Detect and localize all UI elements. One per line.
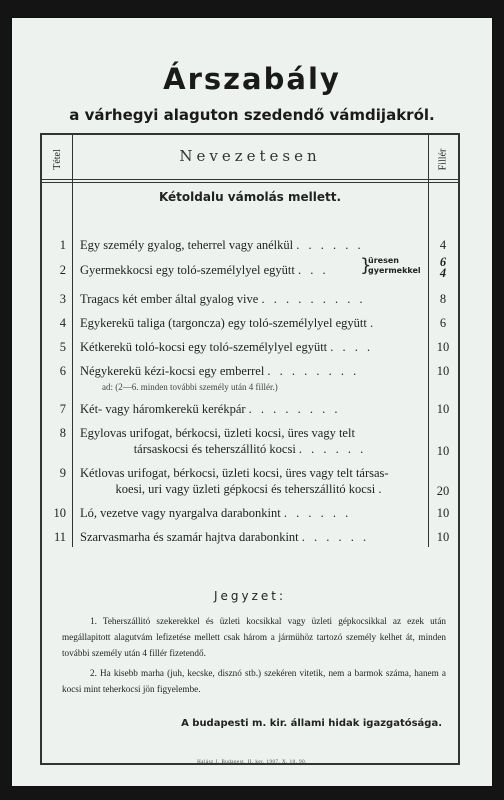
signature: A budapesti m. kir. állami hidak igazgatósága.: [181, 718, 442, 729]
section-title: Kétoldalu vámolás mellett.: [158, 190, 342, 204]
document-subtitle: a várhegyi alaguton szedendő vámdijakról.: [69, 106, 435, 124]
note-1: 1. Teherszállitó szekerekkel és üzleti kocsikkal vagy üzleti gépkocsikkal az ezek után megállapitott alagutvám lefizetése mellett csak három a jármühöz tartozó személy kelhet át, minden további személy után 4 fillér fizetendő.: [62, 616, 446, 658]
tariff-table: Tétel Nevezetesen Fillér Kétoldalu vámolás mellett. 1 Egy személy gyalog, teherrel vagy anélkül . . . . . . 4 2 Gyermekkocsi egy toló-személylyel együtt . . . } üresen gyermekkel 6 4 3 Tragacs két ember által gyalog vive . . . . . . . . . 8 4 Egykerekü taliga (targoncza) egy toló-személylyel együtt . 6 5 Kétkerekü toló-kocsi egy toló-személylyel együtt . . . . 10 6 Négykerekü kézi-kocsi egy emberrel . . . . . . . . 10 ad: (2—6. minden további személy után 4 fillér.) 7 Két- vagy háromkerekü kerékpár . . . . . . . . 10 8 Egylovas urifogat, bérkocsi, üzleti kocsi, üres vagy telt társaskocsi és teherszállitó kocsi . . . . . . 10 9 Kétlovas urifogat, bérkocsi, üzleti kocsi, üres vagy telt társas- koesi, uri vagy üzleti gépkocsi és teherszállitó kocsi . 20 10 Ló, vezetve vagy nyargalva darabonkint . . . . . . 10 11 Szarvasmarha és szamár hajtva darabonkint . . . . . . 10 Jegyzet: 1. Teherszállitó szekerekkel és üzleti kocsikkal vagy üzleti gépkocsikkal az ezek után megállapitott alagutvám lefizetése mellett csak három a jármühöz tartozó személy kelhet át, minden további személy után 4 fillér fizetendő. 2. Ha kisebb marha (juh, kecske, disznó stb.) szekéren vitetik, nem a barmok száma, hanem a kocsi mint teherkocsi jön figyelembe. A budapesti m. kir. állami hidak igazgatósága.: [40, 133, 460, 765]
header-main: Nevezetesen: [179, 147, 321, 165]
printer-line: Halász J. Budapest, II. ker. 1907. X. 10. 90.: [197, 760, 307, 765]
note-2: 2. Ha kisebb marha (juh, kecske, disznó stb.) szekéren vitetik, nem a barmok száma, hanem a kocsi mint teherkocsi jön figyelembe.: [62, 668, 446, 694]
document-title: Árszabály: [163, 62, 341, 96]
divider: [42, 182, 458, 183]
divider: [42, 179, 458, 180]
divider: [428, 135, 429, 547]
notes-body: [62, 613, 446, 701]
notes-heading: Jegyzet:: [213, 589, 287, 603]
row-note: ad: (2—6. minden további személy után 4 fillér.): [102, 382, 278, 392]
document-sheet: [12, 18, 492, 786]
header-price: Fillér: [437, 148, 449, 170]
header-item: Tétel: [51, 148, 63, 170]
